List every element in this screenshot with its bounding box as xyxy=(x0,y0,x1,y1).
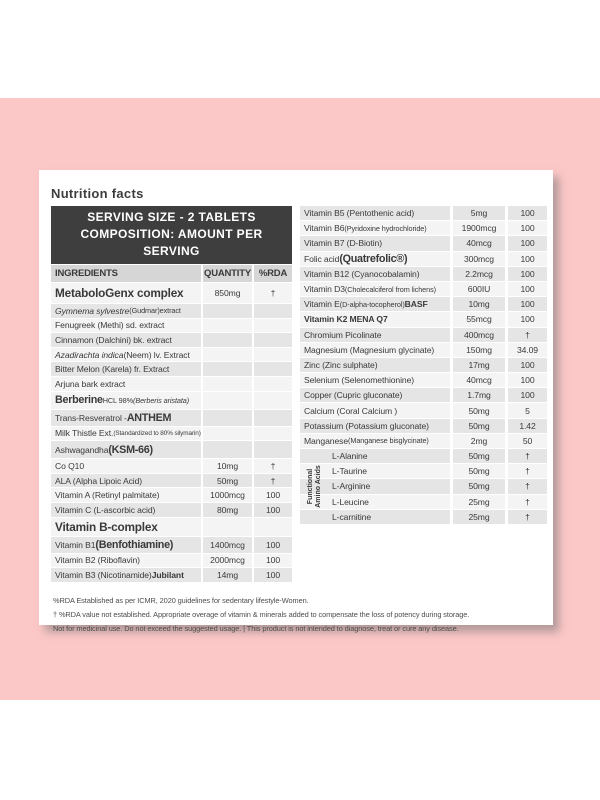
ingredients-tables xyxy=(51,206,547,583)
quantity-value: 50mg xyxy=(453,403,505,417)
quantity-value: 55mcg xyxy=(453,312,505,326)
rda-value: 100 xyxy=(508,221,547,235)
table-row xyxy=(51,474,292,488)
ingredients-table-right xyxy=(300,206,547,525)
table-row xyxy=(51,427,292,441)
ingredient-name: Vitamin B5 (Pentothenic acid) xyxy=(300,206,450,220)
quantity-value: 40mcg xyxy=(453,236,505,250)
ingredient-name: Vitamin K2 MENA Q7 xyxy=(300,312,450,326)
rda-value: 100 xyxy=(508,358,547,372)
table-row xyxy=(51,348,292,362)
table-row xyxy=(300,479,547,493)
ingredient-name: Milk Thistle Ext. (Standardized to 80% silymarin) xyxy=(51,427,201,441)
ingredient-name: Potassium (Potassium gluconate) xyxy=(300,419,450,433)
table-row xyxy=(51,283,292,303)
table-row xyxy=(300,434,547,448)
table-row xyxy=(300,495,547,509)
quantity-value: 2000mcg xyxy=(203,554,252,568)
left-rows-body xyxy=(51,283,292,582)
ingredients-column-label: INGREDIENTS xyxy=(51,265,201,282)
rda-value xyxy=(254,348,292,362)
rda-value: 100 xyxy=(508,388,547,402)
quantity-value: 1400mcg xyxy=(203,537,252,553)
table-row xyxy=(300,358,547,372)
rda-value: 1.42 xyxy=(508,419,547,433)
table-row xyxy=(51,304,292,318)
quantity-value: 1900mcg xyxy=(453,221,505,235)
table-row xyxy=(300,464,547,478)
table-row xyxy=(300,312,547,326)
ingredient-name: Vitamin B-complex xyxy=(51,518,201,536)
quantity-value: 150mg xyxy=(453,343,505,357)
ingredient-name: Cinnamon (Dalchini) bk. extract xyxy=(51,333,201,347)
ingredient-name: L-Taurine xyxy=(300,464,450,478)
rda-value: † xyxy=(254,283,292,303)
ingredient-name: L-Arginine xyxy=(300,479,450,493)
quantity-column-label: QUANTITY xyxy=(203,265,252,282)
rda-column-label: %RDA xyxy=(254,265,292,282)
table-row xyxy=(300,388,547,402)
table-row xyxy=(300,221,547,235)
amino-rows-body xyxy=(300,449,547,524)
rda-value: 100 xyxy=(508,206,547,220)
table-row xyxy=(51,537,292,553)
ingredient-name: Vitamin B6 (Pyridoxine hydrochloride) xyxy=(300,221,450,235)
table-row xyxy=(300,297,547,311)
quantity-value xyxy=(203,304,252,318)
quantity-value: 17mg xyxy=(453,358,505,372)
ingredient-name: Azadirachta indica (Neem) lv. Extract xyxy=(51,348,201,362)
table-row xyxy=(300,282,547,296)
ingredient-name: Vitamin E (D-alpha-tocopherol) BASF xyxy=(300,297,450,311)
table-row xyxy=(51,554,292,568)
quantity-value: 50mg xyxy=(453,464,505,478)
nutrition-facts-title: Nutrition facts xyxy=(51,186,144,201)
ingredient-name: Berberine HCL 98% (Berberis aristata) xyxy=(51,392,201,409)
serving-size-header xyxy=(51,206,292,264)
ingredient-name: Gymnema sylvestre (Gudmar) extract xyxy=(51,304,201,318)
quantity-value: 40mcg xyxy=(453,373,505,387)
ingredient-name: Vitamin C (L-ascorbic acid) xyxy=(51,503,201,517)
ingredient-name: Magnesium (Magnesium glycinate) xyxy=(300,343,450,357)
quantity-value: 10mg xyxy=(453,297,505,311)
quantity-value: 2mg xyxy=(453,434,505,448)
ingredient-name: Fenugreek (Methi) sd. extract xyxy=(51,319,201,333)
rda-value xyxy=(254,362,292,376)
quantity-value xyxy=(203,333,252,347)
rda-value xyxy=(254,319,292,333)
column-header-row xyxy=(51,265,292,282)
right-rows-body xyxy=(300,206,547,448)
ingredient-name: Vitamin D3 (Cholecalciferol from lichens) xyxy=(300,282,450,296)
ingredient-name: Vitamin B7 (D-Biotin) xyxy=(300,236,450,250)
ingredient-name: Arjuna bark extract xyxy=(51,377,201,391)
ingredient-name: Chromium Picolinate xyxy=(300,328,450,342)
table-row xyxy=(300,206,547,220)
rda-value: 100 xyxy=(254,503,292,517)
ingredient-name: L-Alanine xyxy=(300,449,450,463)
quantity-value: 50mg xyxy=(453,449,505,463)
table-row xyxy=(300,373,547,387)
rda-value: † xyxy=(508,495,547,509)
quantity-value: 50mg xyxy=(203,474,252,488)
footnote-line: Not for medicinal use. Do not exceed the suggested usage. | This product is not intended to diagnose, treat or cure any disease. xyxy=(53,623,459,633)
quantity-value: 1.7mg xyxy=(453,388,505,402)
quantity-value: 50mg xyxy=(453,479,505,493)
rda-value xyxy=(254,377,292,391)
quantity-value xyxy=(203,427,252,441)
table-row xyxy=(300,403,547,417)
quantity-value: 14mg xyxy=(203,568,252,582)
rda-value xyxy=(254,518,292,536)
ingredient-name: Vitamin A (Retinyl palmitate) xyxy=(51,488,201,502)
functional-amino-acids-group xyxy=(300,449,547,524)
table-row xyxy=(51,459,292,473)
table-row xyxy=(51,488,292,502)
footnote-line: %RDA Established as per ICMR, 2020 guidelines for sedentary lifestyle-Women. xyxy=(53,595,309,605)
table-row xyxy=(51,441,292,458)
quantity-value xyxy=(203,518,252,536)
rda-value: 100 xyxy=(254,537,292,553)
quantity-value xyxy=(203,392,252,409)
rda-value xyxy=(254,304,292,318)
ingredient-name: Trans-Resveratrol - ANTHEM xyxy=(51,410,201,426)
ingredient-name: Vitamin B3 (Nicotinamide) Jubilant xyxy=(51,568,201,582)
table-row xyxy=(51,568,292,582)
ingredient-name: L-carnitine xyxy=(300,510,450,524)
ingredient-name: Copper (Cupric gluconate) xyxy=(300,388,450,402)
table-row xyxy=(51,410,292,426)
table-row xyxy=(51,377,292,391)
quantity-value: 5mg xyxy=(453,206,505,220)
functional-amino-acids-label: Functional Amino Acids xyxy=(306,465,321,508)
rda-value: 100 xyxy=(508,373,547,387)
table-row xyxy=(300,510,547,524)
rda-value: 5 xyxy=(508,403,547,417)
quantity-value: 850mg xyxy=(203,283,252,303)
table-row xyxy=(300,267,547,281)
quantity-value: 400mcg xyxy=(453,328,505,342)
rda-value: 100 xyxy=(508,252,547,266)
rda-value xyxy=(254,427,292,441)
quantity-value: 80mg xyxy=(203,503,252,517)
table-row xyxy=(51,319,292,333)
rda-value: † xyxy=(508,479,547,493)
ingredient-name: Vitamin B2 (Riboflavin) xyxy=(51,554,201,568)
ingredient-name: L-Leucine xyxy=(300,495,450,509)
quantity-value xyxy=(203,441,252,458)
ingredient-name: Selenium (Selenomethionine) xyxy=(300,373,450,387)
footnote-line: † %RDA value not established. Appropriate overage of vitamin & minerals added to compensate the loss of potency during storage. xyxy=(53,609,470,619)
table-row xyxy=(51,503,292,517)
ingredient-name: Calcium (Coral Calcium ) xyxy=(300,403,450,417)
rda-value: 100 xyxy=(508,297,547,311)
serving-size-line: SERVING SIZE - 2 TABLETS xyxy=(87,210,256,224)
table-row xyxy=(51,392,292,409)
table-row xyxy=(51,362,292,376)
ingredient-name: Ashwagandha (KSM-66) xyxy=(51,441,201,458)
ingredient-name: Co Q10 xyxy=(51,459,201,473)
quantity-value xyxy=(203,348,252,362)
quantity-value: 10mg xyxy=(203,459,252,473)
composition-line: COMPOSITION: AMOUNT PER SERVING xyxy=(80,227,263,258)
rda-value xyxy=(254,333,292,347)
table-row xyxy=(300,419,547,433)
ingredient-name: MetaboloGenx complex xyxy=(51,283,201,303)
ingredient-name: Folic acid (Quatrefolic®) xyxy=(300,252,450,266)
rda-value: † xyxy=(508,464,547,478)
rda-value: † xyxy=(254,459,292,473)
table-row xyxy=(300,252,547,266)
rda-value: 50 xyxy=(508,434,547,448)
ingredient-name: Manganese (Manganese bisglycinate) xyxy=(300,434,450,448)
table-row xyxy=(300,449,547,463)
rda-value: † xyxy=(508,449,547,463)
quantity-value: 25mg xyxy=(453,510,505,524)
rda-value: † xyxy=(508,510,547,524)
rda-value: 100 xyxy=(508,236,547,250)
quantity-value xyxy=(203,319,252,333)
table-row xyxy=(300,236,547,250)
quantity-value xyxy=(203,410,252,426)
table-row xyxy=(300,343,547,357)
quantity-value: 25mg xyxy=(453,495,505,509)
rda-value: 100 xyxy=(508,312,547,326)
rda-value: † xyxy=(254,474,292,488)
quantity-value: 50mg xyxy=(453,419,505,433)
rda-value: 100 xyxy=(254,568,292,582)
ingredient-name: Vitamin B1 (Benfothiamine) xyxy=(51,537,201,553)
quantity-value xyxy=(203,377,252,391)
rda-value xyxy=(254,392,292,409)
quantity-value: 2.2mcg xyxy=(453,267,505,281)
table-row xyxy=(51,518,292,536)
quantity-value: 300mcg xyxy=(453,252,505,266)
quantity-value: 600IU xyxy=(453,282,505,296)
table-row xyxy=(51,333,292,347)
rda-value: † xyxy=(508,328,547,342)
rda-value: 100 xyxy=(254,554,292,568)
quantity-value: 1000mcg xyxy=(203,488,252,502)
rda-value: 34.09 xyxy=(508,343,547,357)
nutrition-facts-card xyxy=(39,170,553,633)
rda-value xyxy=(254,441,292,458)
rda-value: 100 xyxy=(254,488,292,502)
rda-value: 100 xyxy=(508,282,547,296)
footnotes xyxy=(51,594,547,636)
ingredient-name: Bitter Melon (Karela) fr. Extract xyxy=(51,362,201,376)
ingredient-name: Zinc (Zinc sulphate) xyxy=(300,358,450,372)
rda-value: 100 xyxy=(508,267,547,281)
ingredient-name: Vitamin B12 (Cyanocobalamin) xyxy=(300,267,450,281)
rda-value xyxy=(254,410,292,426)
table-row xyxy=(300,328,547,342)
ingredients-table-left xyxy=(51,206,292,583)
quantity-value xyxy=(203,362,252,376)
ingredient-name: ALA (Alpha Lipoic Acid) xyxy=(51,474,201,488)
